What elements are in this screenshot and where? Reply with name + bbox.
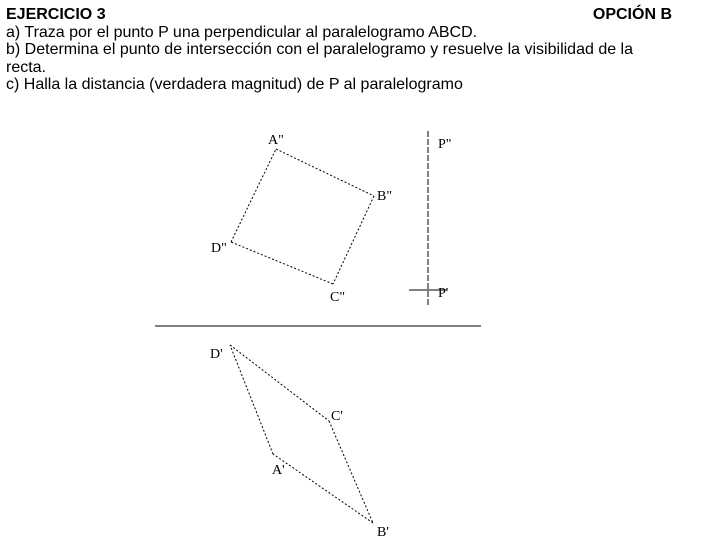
- label-a1: A': [272, 463, 285, 478]
- edge-c1-b1: [329, 421, 373, 523]
- edge-a2-b2: [276, 149, 374, 196]
- statement-b-line2: recta.: [6, 58, 47, 76]
- edge-b2-c2: [333, 196, 374, 284]
- label-p2: P": [438, 137, 452, 152]
- label-a2: A": [268, 133, 284, 148]
- label-p1: P': [438, 286, 449, 301]
- label-d2: D": [211, 241, 227, 256]
- elevation-parallelogram: [231, 149, 374, 284]
- statement-b-line1: b) Determina el punto de intersección con el paralelogramo y resuelve la visibilidad de la: [6, 41, 634, 58]
- label-c2: C": [330, 290, 346, 305]
- statement-a: a) Traza por el punto P una perpendicular al paralelogramo ABCD.: [6, 23, 478, 41]
- label-b1: B': [377, 525, 389, 540]
- label-c1: C': [331, 409, 343, 424]
- edge-d2-a2: [231, 149, 276, 242]
- statement-c: c) Halla la distancia (verdadera magnitud) de P al paralelogramo: [6, 76, 463, 93]
- point-p-reference: [409, 131, 447, 305]
- label-d1: D': [210, 347, 223, 362]
- label-b2: B": [377, 189, 393, 204]
- edge-a1-d1: [230, 345, 273, 454]
- exercise-title: EJERCICIO 3: [6, 6, 106, 23]
- edge-c2-d2: [231, 242, 333, 284]
- plan-parallelogram: [230, 345, 373, 523]
- option-label: OPCIÓN B: [592, 6, 672, 23]
